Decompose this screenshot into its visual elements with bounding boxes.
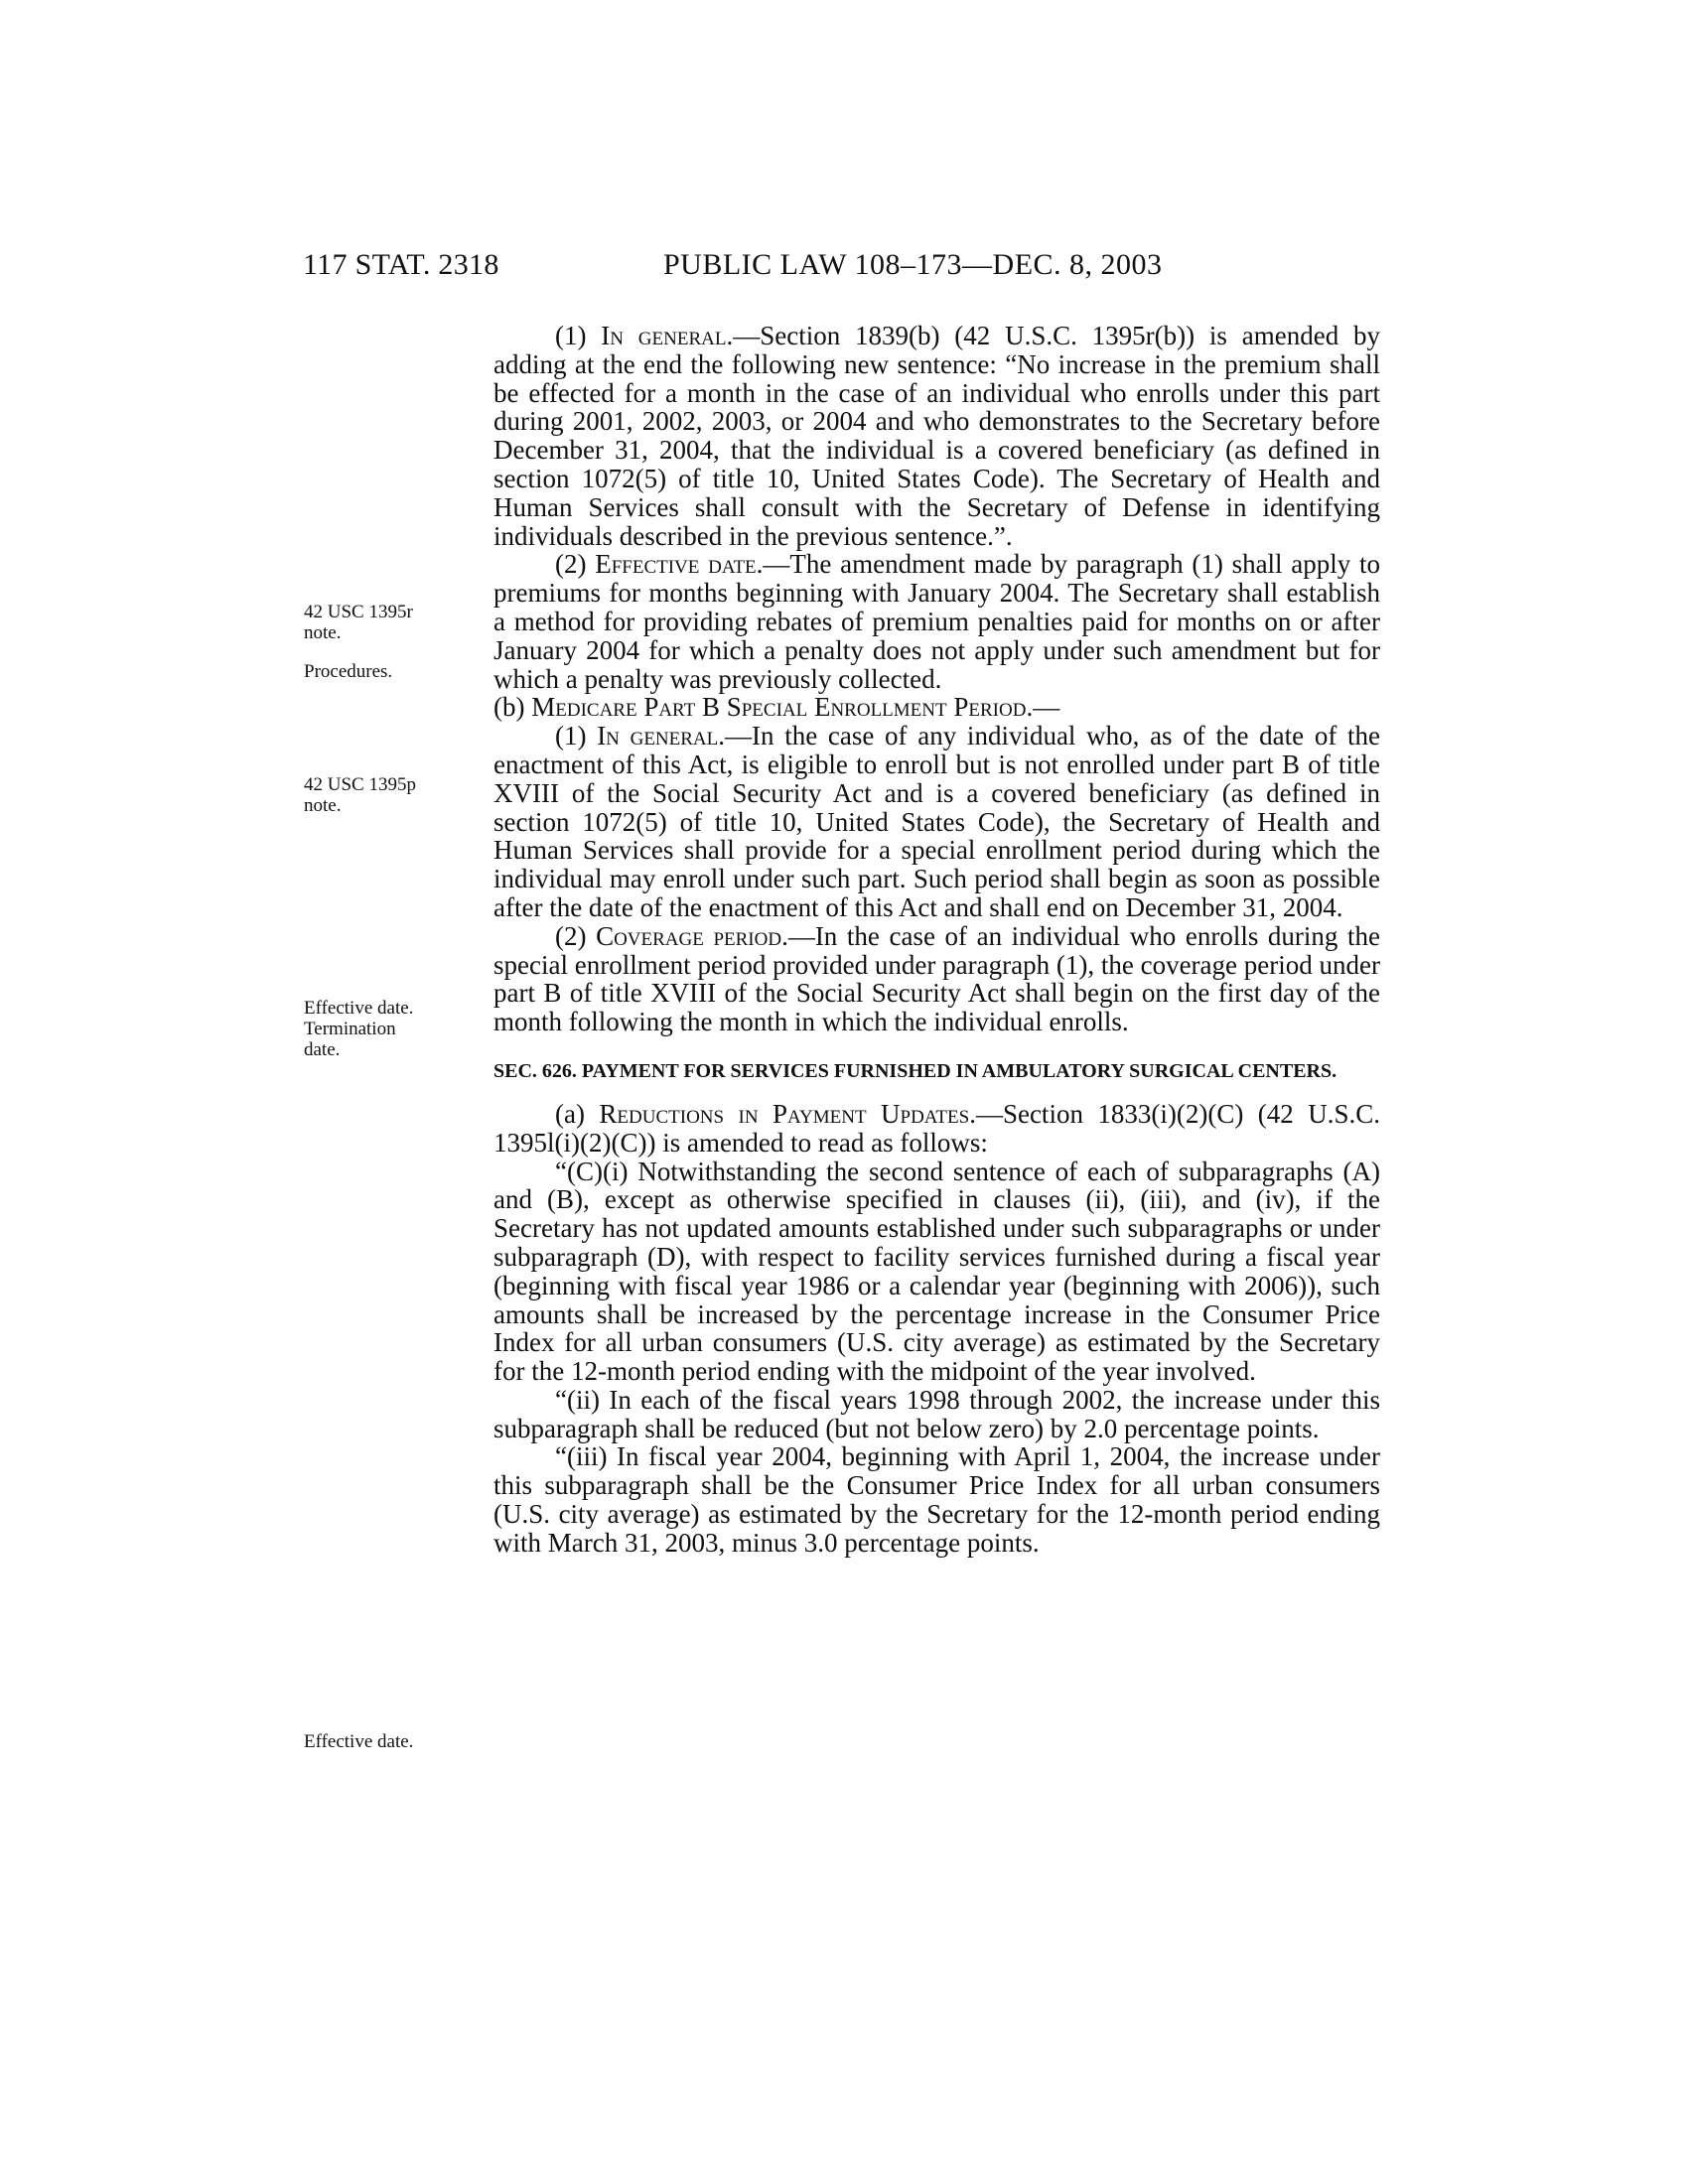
clause-c-iii: “(iii) In fiscal year 2004, beginning with April 1, 2004, the increase under this subparagraph shall be the Consumer Price Index for all urban consumers (U.S. city average) as estimated by the Secretary for the 12-month period ending with March 31, 2003, minus 3.0 percentage points. [493,1441,1380,1558]
margin-note-effective-date: Effective date. [304,1731,414,1752]
margin-note-effective-termination: Effective date. Termination date. [304,998,414,1060]
section-626-heading: SEC. 626. PAYMENT FOR SERVICES FURNISHED IN AMBULATORY SURGICAL CENTERS. [493,1059,1337,1082]
main-text-column [493,322,1380,1558]
paragraph-a1-in-general: (1) In general.—Section 1839(b) (42 U.S.C. 1395r(b)) is amended by adding at the end the following new sentence: “No increase in the premium shall be effected for a month in the case of an individual who enrolls under this part during 2001, 2002, 2003, or 2004 and who demonstrates to the Secretary before December 31, 2004, that the individual is a covered beneficiary (as defined in section 1072(5) of title 10, United States Code). The Secretary of Health and Human Services shall consult with the Secretary of Defense in identifying individuals described in the previous sentence.”. [493,321,1380,551]
paragraph-a2-effective-date: (2) Effective date.—The amendment made by paragraph (1) shall apply to premiums for months beginning with January 2004. The Secretary shall establish a method for providing rebates of premium penalties paid for months on or after January 2004 for which a penalty does not apply under such amendment but for which a penalty was previously collected. [493,549,1380,694]
paragraph-626a-reductions: (a) Reductions in Payment Updates.—Section 1833(i)(2)(C) (42 U.S.C. 1395l(i)(2)(C)) is amended to read as follows: [493,1098,1380,1158]
paragraph-b1-in-general: (1) In general.—In the case of any individual who, as of the date of the enactment of this Act, is eligible to enroll but is not enrolled under part B of title XVIII of the Social Security Act and is a covered beneficiary (as defined in section 1072(5) of title 10, United States Code), the Secretary of Health and Human Services shall provide for a special enrollment period during which the individual may enroll under such part. Such period shall begin as soon as possible after the date of the enactment of this Act and shall end on December 31, 2004. [493,721,1381,922]
public-law-title: PUBLIC LAW 108–173—DEC. 8, 2003 [663,248,1163,281]
margin-note-usc-1395p: 42 USC 1395p note. [304,774,416,816]
clause-c-ii: “(ii) In each of the fiscal years 1998 through 2002, the increase under this subparagraph shall be reduced (but not below zero) by 2.0 percentage points. [493,1384,1380,1443]
paragraph-b2-coverage-period: (2) Coverage period.—In the case of an individual who enrolls during the special enrollment period provided under paragraph (1), the coverage period under part B of title XVIII of the Social Security Act shall begin on the first day of the month following the month in which the individual enrolls. [493,920,1380,1037]
stat-page-number: 117 STAT. 2318 [303,248,499,281]
margin-note-procedures: Procedures. [304,661,393,682]
subsection-b-heading: (b) Medicare Part B Special Enrollment Period.— [493,692,1060,723]
page-header [0,248,1688,288]
margin-note-usc-1395r: 42 USC 1395r note. [304,602,413,643]
clause-c-i: “(C)(i) Notwithstanding the second sentence of each of subparagraphs (A) and (B), except as otherwise specified in clauses (ii), (iii), and (iv), if the Secretary has not updated amounts established under such subparagraphs or under subparagraph (D), with respect to facility services furnished during a fiscal year (beginning with fiscal year 1986 or a calendar year (beginning with 2006)), such amounts shall be increased by the percentage increase in the Consumer Price Index for all urban consumers (U.S. city average) as estimated by the Secretary for the 12-month period ending with the midpoint of the year involved. [493,1156,1380,1387]
